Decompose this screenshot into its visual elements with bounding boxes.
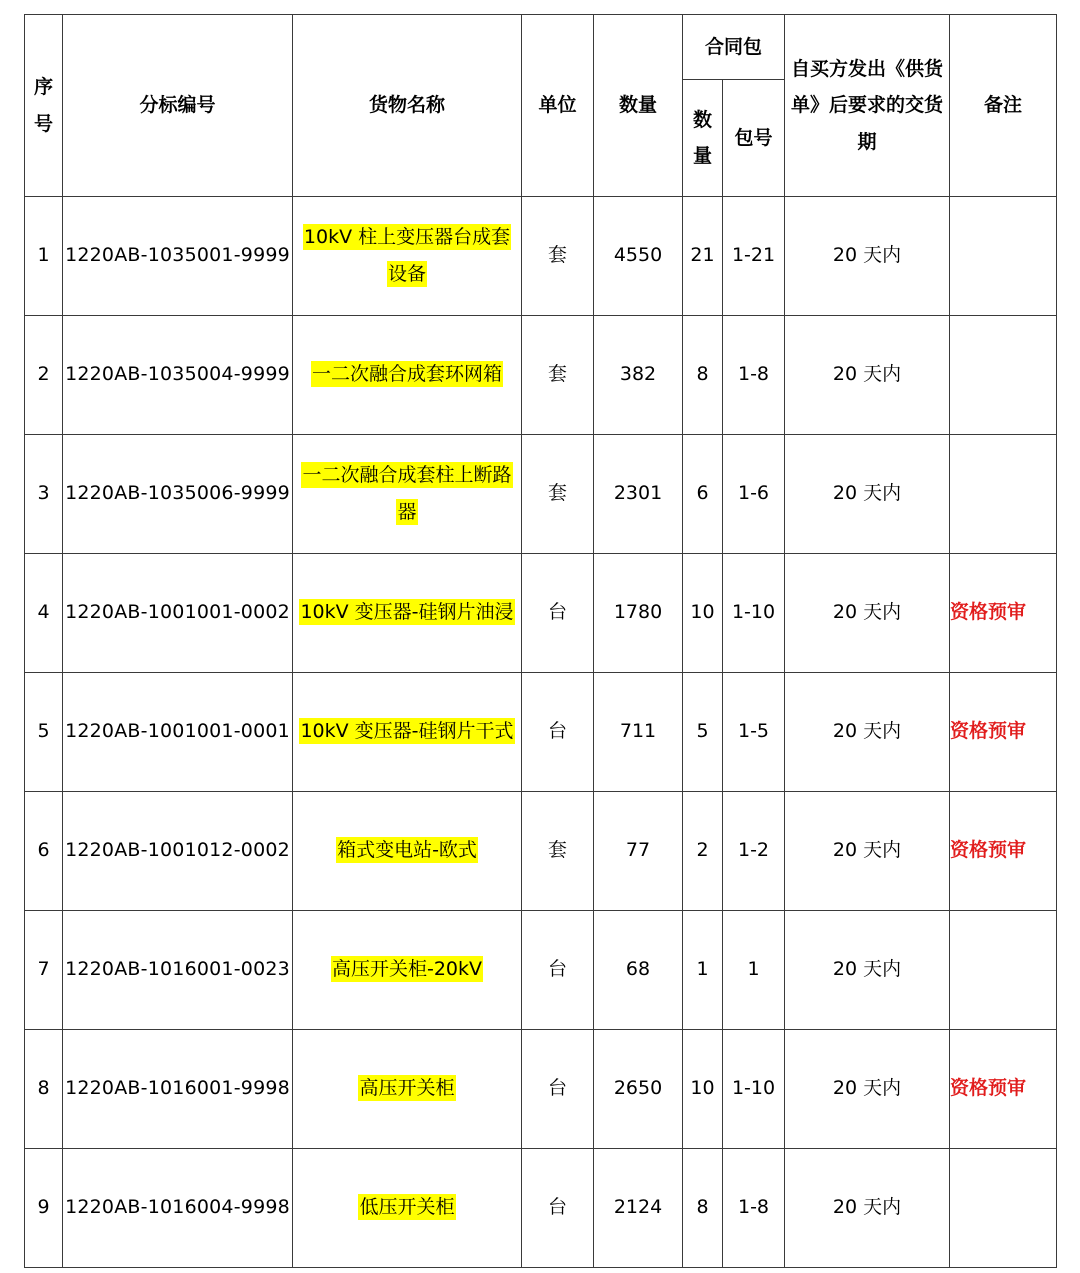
cell-delivery-text: 20 天内 (832, 1196, 902, 1219)
cell-remark (950, 911, 1057, 1030)
cell-delivery (785, 316, 950, 435)
cell-unit (522, 316, 594, 435)
cell-quantity-text: 77 (625, 839, 651, 862)
cell-quantity (594, 673, 683, 792)
cell-package-quantity-text: 10 (690, 1077, 715, 1100)
table-row (25, 197, 1057, 316)
cell-delivery (785, 911, 950, 1030)
cell-quantity-text: 2650 (613, 1077, 663, 1100)
cell-goods-name-text: 高压开关柜-20kV (331, 958, 483, 981)
cell-goods-name-text: 低压开关柜 (359, 1196, 455, 1219)
cell-quantity-text: 68 (625, 958, 651, 981)
cell-package-quantity (683, 911, 723, 1030)
header-package-quantity: 数量 (683, 80, 723, 197)
cell-lot-code (63, 435, 293, 554)
cell-package-quantity-text: 10 (690, 601, 715, 624)
cell-package-number-text: 1-21 (731, 244, 776, 267)
cell-unit (522, 554, 594, 673)
cell-delivery (785, 435, 950, 554)
cell-package-number (723, 554, 785, 673)
cell-lot-code-text: 1220AB-1016004-9998 (65, 1196, 290, 1219)
cell-seq-text: 9 (37, 1196, 50, 1219)
cell-package-number-text: 1-8 (737, 363, 770, 386)
cell-delivery-text: 20 天内 (832, 958, 902, 981)
cell-delivery (785, 673, 950, 792)
cell-unit-text: 台 (547, 601, 567, 624)
cell-delivery-text: 20 天内 (832, 601, 902, 624)
header-unit: 单位 (522, 15, 594, 197)
cell-goods-name (293, 792, 522, 911)
cell-package-quantity (683, 435, 723, 554)
cell-goods-name (293, 197, 522, 316)
cell-quantity (594, 1030, 683, 1149)
cell-seq-text: 8 (37, 1077, 50, 1100)
cell-quantity-text: 382 (619, 363, 657, 386)
cell-quantity (594, 792, 683, 911)
cell-delivery-text: 20 天内 (832, 1077, 902, 1100)
header-contract-package: 合同包 (683, 15, 785, 80)
cell-goods-name-text: 一二次融合成套柱上断路器 (302, 463, 512, 523)
cell-remark (950, 197, 1057, 316)
cell-unit-text: 台 (547, 958, 567, 981)
cell-delivery-text: 20 天内 (832, 720, 902, 743)
cell-delivery-text: 20 天内 (832, 839, 902, 862)
cell-seq-text: 7 (37, 958, 50, 981)
cell-seq (25, 554, 63, 673)
cell-remark (950, 1030, 1057, 1149)
cell-remark-text: 资格预审 (950, 839, 1027, 862)
cell-delivery-text: 20 天内 (832, 363, 902, 386)
cell-goods-name-text: 10kV 柱上变压器台成套设备 (303, 225, 511, 285)
cell-quantity (594, 1149, 683, 1268)
cell-package-number-text: 1 (747, 958, 760, 981)
table-row (25, 554, 1057, 673)
cell-package-quantity (683, 673, 723, 792)
table-row (25, 792, 1057, 911)
cell-unit-text: 台 (547, 1077, 567, 1100)
cell-package-number-text: 1-10 (731, 1077, 776, 1100)
cell-package-quantity-text: 2 (696, 839, 709, 862)
table-row (25, 673, 1057, 792)
cell-unit-text: 套 (547, 482, 567, 505)
cell-remark-text: 资格预审 (950, 601, 1027, 624)
cell-seq (25, 435, 63, 554)
header-lot-code: 分标编号 (63, 15, 293, 197)
header-seq: 序号 (25, 15, 63, 197)
cell-delivery-text: 20 天内 (832, 244, 902, 267)
cell-lot-code (63, 673, 293, 792)
cell-goods-name (293, 316, 522, 435)
goods-table (24, 14, 1057, 1268)
cell-lot-code (63, 316, 293, 435)
cell-goods-name (293, 1030, 522, 1149)
cell-package-quantity-text: 5 (696, 720, 709, 743)
cell-unit (522, 911, 594, 1030)
cell-package-quantity-text: 8 (696, 1196, 709, 1219)
cell-package-number (723, 792, 785, 911)
cell-package-number (723, 1149, 785, 1268)
cell-goods-name (293, 554, 522, 673)
cell-package-quantity-text: 6 (696, 482, 709, 505)
cell-goods-name (293, 435, 522, 554)
cell-package-number-text: 1-10 (731, 601, 776, 624)
cell-lot-code (63, 1030, 293, 1149)
cell-seq-text: 5 (37, 720, 50, 743)
cell-package-quantity (683, 554, 723, 673)
cell-unit-text: 台 (547, 720, 567, 743)
cell-unit (522, 435, 594, 554)
cell-lot-code (63, 197, 293, 316)
header-goods-name: 货物名称 (293, 15, 522, 197)
table-row (25, 316, 1057, 435)
cell-unit (522, 673, 594, 792)
cell-delivery (785, 1149, 950, 1268)
cell-delivery (785, 1030, 950, 1149)
cell-unit-text: 套 (547, 363, 567, 386)
cell-goods-name (293, 911, 522, 1030)
cell-goods-name-text: 10kV 变压器-硅钢片干式 (300, 720, 514, 743)
table-row (25, 1149, 1057, 1268)
cell-lot-code-text: 1220AB-1016001-0023 (65, 958, 290, 981)
cell-quantity-text: 2124 (613, 1196, 663, 1219)
cell-seq-text: 3 (37, 482, 50, 505)
table-row (25, 911, 1057, 1030)
cell-package-quantity-text: 21 (690, 244, 715, 267)
cell-quantity (594, 316, 683, 435)
header-row (25, 15, 1057, 80)
cell-lot-code-text: 1220AB-1001001-0002 (65, 601, 290, 624)
cell-quantity-text: 2301 (613, 482, 663, 505)
cell-seq-text: 2 (37, 363, 50, 386)
cell-delivery (785, 554, 950, 673)
cell-unit (522, 792, 594, 911)
cell-package-quantity (683, 1149, 723, 1268)
cell-lot-code-text: 1220AB-1001012-0002 (65, 839, 290, 862)
header-remark: 备注 (950, 15, 1057, 197)
cell-unit-text: 套 (547, 839, 567, 862)
cell-lot-code-text: 1220AB-1035004-9999 (65, 363, 290, 386)
cell-seq (25, 197, 63, 316)
cell-package-quantity-text: 1 (696, 958, 709, 981)
cell-package-number (723, 316, 785, 435)
cell-package-quantity (683, 792, 723, 911)
cell-remark (950, 554, 1057, 673)
cell-goods-name-text: 10kV 变压器-硅钢片油浸 (300, 601, 514, 624)
cell-unit (522, 1149, 594, 1268)
cell-seq (25, 316, 63, 435)
cell-lot-code (63, 1149, 293, 1268)
cell-lot-code (63, 554, 293, 673)
cell-seq-text: 4 (37, 601, 50, 624)
cell-package-quantity (683, 1030, 723, 1149)
cell-remark (950, 316, 1057, 435)
cell-remark (950, 1149, 1057, 1268)
cell-quantity-text: 1780 (613, 601, 663, 624)
cell-lot-code-text: 1220AB-1016001-9998 (65, 1077, 290, 1100)
cell-package-quantity-text: 8 (696, 363, 709, 386)
cell-quantity (594, 435, 683, 554)
cell-seq (25, 1030, 63, 1149)
cell-remark-text: 资格预审 (950, 720, 1027, 743)
cell-package-number (723, 197, 785, 316)
cell-delivery (785, 792, 950, 911)
cell-remark (950, 673, 1057, 792)
cell-quantity (594, 554, 683, 673)
cell-seq (25, 1149, 63, 1268)
cell-seq-text: 6 (37, 839, 50, 862)
cell-package-number-text: 1-8 (737, 1196, 770, 1219)
cell-seq (25, 911, 63, 1030)
cell-package-quantity (683, 316, 723, 435)
cell-goods-name (293, 673, 522, 792)
cell-package-quantity (683, 197, 723, 316)
cell-delivery-text: 20 天内 (832, 482, 902, 505)
cell-package-number-text: 1-2 (737, 839, 770, 862)
cell-unit (522, 1030, 594, 1149)
cell-lot-code (63, 911, 293, 1030)
cell-unit-text: 套 (547, 244, 567, 267)
cell-package-number (723, 673, 785, 792)
cell-lot-code-text: 1220AB-1035006-9999 (65, 482, 290, 505)
cell-quantity (594, 197, 683, 316)
cell-seq (25, 673, 63, 792)
cell-goods-name-text: 箱式变电站-欧式 (337, 839, 477, 862)
cell-goods-name (293, 1149, 522, 1268)
cell-unit (522, 197, 594, 316)
cell-seq (25, 792, 63, 911)
cell-remark (950, 435, 1057, 554)
cell-lot-code (63, 792, 293, 911)
table-row (25, 1030, 1057, 1149)
cell-package-number-text: 1-5 (737, 720, 770, 743)
header-quantity: 数量 (594, 15, 683, 197)
cell-quantity-text: 4550 (613, 244, 663, 267)
cell-unit-text: 台 (547, 1196, 567, 1219)
table-row (25, 435, 1057, 554)
cell-lot-code-text: 1220AB-1001001-0001 (65, 720, 290, 743)
cell-remark (950, 792, 1057, 911)
header-delivery: 自买方发出《供货单》后要求的交货期 (785, 15, 950, 197)
header-package-number: 包号 (723, 80, 785, 197)
cell-quantity (594, 911, 683, 1030)
cell-package-number (723, 1030, 785, 1149)
cell-delivery (785, 197, 950, 316)
cell-quantity-text: 711 (619, 720, 657, 743)
cell-remark-text: 资格预审 (950, 1077, 1027, 1100)
cell-package-number (723, 911, 785, 1030)
cell-lot-code-text: 1220AB-1035001-9999 (65, 244, 290, 267)
cell-goods-name-text: 高压开关柜 (359, 1077, 455, 1100)
cell-package-number-text: 1-6 (737, 482, 770, 505)
cell-seq-text: 1 (37, 244, 50, 267)
cell-goods-name-text: 一二次融合成套环网箱 (311, 363, 502, 386)
cell-package-number (723, 435, 785, 554)
